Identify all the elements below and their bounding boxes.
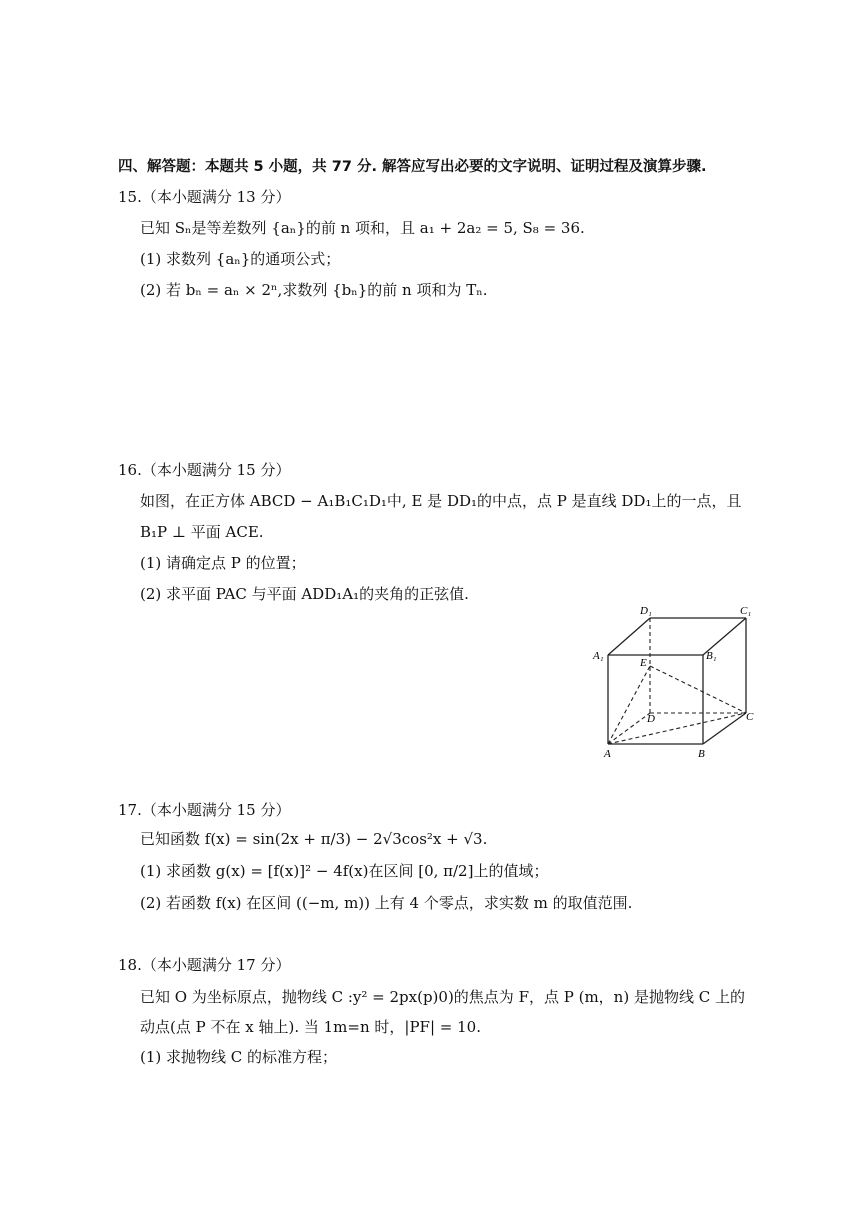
segment-ae — [608, 666, 650, 744]
problem-18-statement-line-2: 动点(点 P 不在 x 轴上). 当 1m=n 时，|PF| = 10. — [140, 1018, 481, 1036]
label-a: A — [604, 748, 611, 760]
problem-16-header: 16.（本小题满分 15 分） — [118, 461, 291, 479]
segment-ec — [650, 666, 746, 713]
edge-a1d1 — [608, 618, 650, 655]
problem-17-part-1: (1) 求函数 g(x) = [f(x)]² − 4f(x)在区间 [0, π/2]上的值域； — [140, 862, 549, 880]
cube-figure — [590, 598, 760, 766]
problem-16-part-1: (1) 请确定点 P 的位置； — [140, 554, 306, 572]
problem-17-part-2: (2) 若函数 f(x) 在区间 ((−m, m)) 上有 4 个零点，求实数 m 的取值范围. — [140, 894, 633, 912]
problem-17-header: 17.（本小题满分 15 分） — [118, 801, 291, 819]
label-c1: C₁ — [740, 605, 752, 617]
label-d1: D₁ — [640, 605, 652, 617]
label-e: E — [640, 657, 647, 669]
problem-18-statement-line-1: 已知 O 为坐标原点，抛物线 C :y² = 2px(p)0)的焦点为 F，点 P (m，n) 是抛物线 C 上的 — [140, 988, 745, 1006]
problem-17-statement: 已知函数 f(x) = sin(2x + π/3) − 2√3cos²x + √3. — [140, 830, 488, 848]
problem-16-part-2: (2) 求平面 PAC 与平面 ADD₁A₁的夹角的正弦值. — [140, 585, 469, 603]
problem-18-part-1: (1) 求抛物线 C 的标准方程； — [140, 1048, 338, 1066]
problem-15-header: 15.（本小题满分 13 分） — [118, 188, 291, 206]
problem-16-statement-line-1: 如图，在正方体 ABCD − A₁B₁C₁D₁中, E 是 DD₁的中点，点 P 是直线 DD₁上的一点，且 — [140, 492, 742, 510]
problem-16-statement-line-2: B₁P ⊥ 平面 ACE. — [140, 523, 264, 541]
problem-18-header: 18.（本小题满分 17 分） — [118, 956, 291, 974]
problem-15-statement: 已知 Sₙ是等差数列 {aₙ}的前 n 项和，且 a₁ + 2a₂ = 5, S₈ = 36. — [140, 219, 585, 237]
section-heading: 四、解答题：本题共 5 小题，共 77 分. 解答应写出必要的文字说明、证明过程及演算步骤. — [118, 159, 707, 175]
label-b1: B₁ — [706, 650, 717, 662]
label-d: D — [647, 713, 655, 725]
problem-15-part-1: (1) 求数列 {aₙ}的通项公式； — [140, 250, 341, 268]
label-c: C — [746, 711, 754, 723]
problem-15-part-2: (2) 若 bₙ = aₙ × 2ⁿ,求数列 {bₙ}的前 n 项和为 Tₙ. — [140, 281, 488, 299]
label-a1: A₁ — [593, 650, 604, 662]
label-b: B — [698, 748, 705, 760]
